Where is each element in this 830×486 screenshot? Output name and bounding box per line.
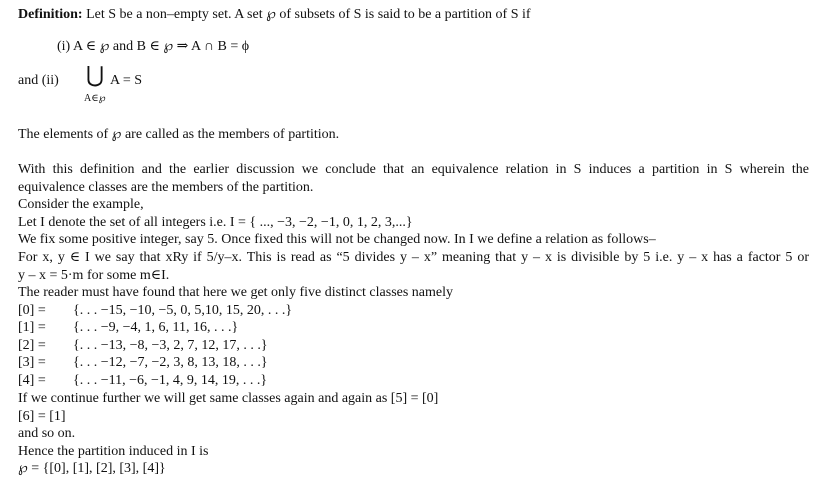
relation-line-2: y – x = 5·m for some m∈I.: [18, 268, 170, 283]
condition-2-prefix: and (ii): [18, 73, 59, 88]
union-subscript: A∈℘: [84, 93, 106, 104]
union-symbol: ⋃: [86, 63, 105, 88]
consider-line: Consider the example,: [18, 197, 144, 212]
class-set: {. . . −11, −6, −1, 4, 9, 14, 19, . . .}: [73, 373, 268, 388]
paragraph-line-1: With this definition and the earlier discussion we conclude that an equivalence relation in S induces a partition in S wherein the: [18, 162, 809, 177]
class-label: [3] =: [18, 355, 46, 370]
class-set: {. . . −12, −7, −2, 3, 8, 13, 18, . . .}: [73, 355, 268, 370]
class-label: [0] =: [18, 303, 46, 318]
definition-line: [18, 6, 531, 23]
members-sentence: The elements of ℘ are called as the members of partition.: [18, 127, 340, 142]
fix-integer-line: We fix some positive integer, say 5. Once fixed this will not be changed now. In I we define a relation as follows–: [18, 232, 656, 247]
partition-result-line: ℘ = {[0], [1], [2], [3], [4]}: [18, 461, 166, 476]
class-set: {. . . −13, −8, −3, 2, 7, 12, 17, . . .}: [73, 338, 268, 353]
partition-intro-line: Hence the partition induced in I is: [18, 444, 209, 459]
class-label: [4] =: [18, 373, 46, 388]
class-label: [1] =: [18, 320, 46, 335]
relation-line: For x, y ∈ I we say that xRy if 5/y–x. This is read as “5 divides y – x” meaning that y – x is divisible by 5 i.e. y – x has a factor 5 or: [18, 250, 809, 265]
condition-2-expression: A = S: [110, 73, 143, 88]
condition-1: (i) A ∈ ℘ and B ∈ ℘ ⇒ A ∩ B = ϕ: [57, 39, 250, 54]
class-set: {. . . −9, −4, 1, 6, 11, 16, . . .}: [73, 320, 239, 335]
continue-line: If we continue further we will get same classes again and again as [5] = [0]: [18, 391, 439, 406]
paragraph-line-2: equivalence classes are the members of the partition.: [18, 180, 314, 195]
classes-intro: The reader must have found that here we get only five distinct classes namely: [18, 285, 454, 300]
class-label: [2] =: [18, 338, 46, 353]
definition-text: Let S be a non–empty set. A set ℘ of subsets of S is said to be a partition of S if: [86, 7, 531, 22]
definition-label: Definition:: [18, 7, 83, 22]
so-on-line: and so on.: [18, 426, 76, 441]
six-equals-one-line: [6] = [1]: [18, 409, 66, 424]
integers-definition-line: Let I denote the set of all integers i.e. I = { ..., −3, −2, −1, 0, 1, 2, 3,...}: [18, 215, 413, 230]
class-set: {. . . −15, −10, −5, 0, 5,10, 15, 20, . . .}: [73, 303, 293, 318]
